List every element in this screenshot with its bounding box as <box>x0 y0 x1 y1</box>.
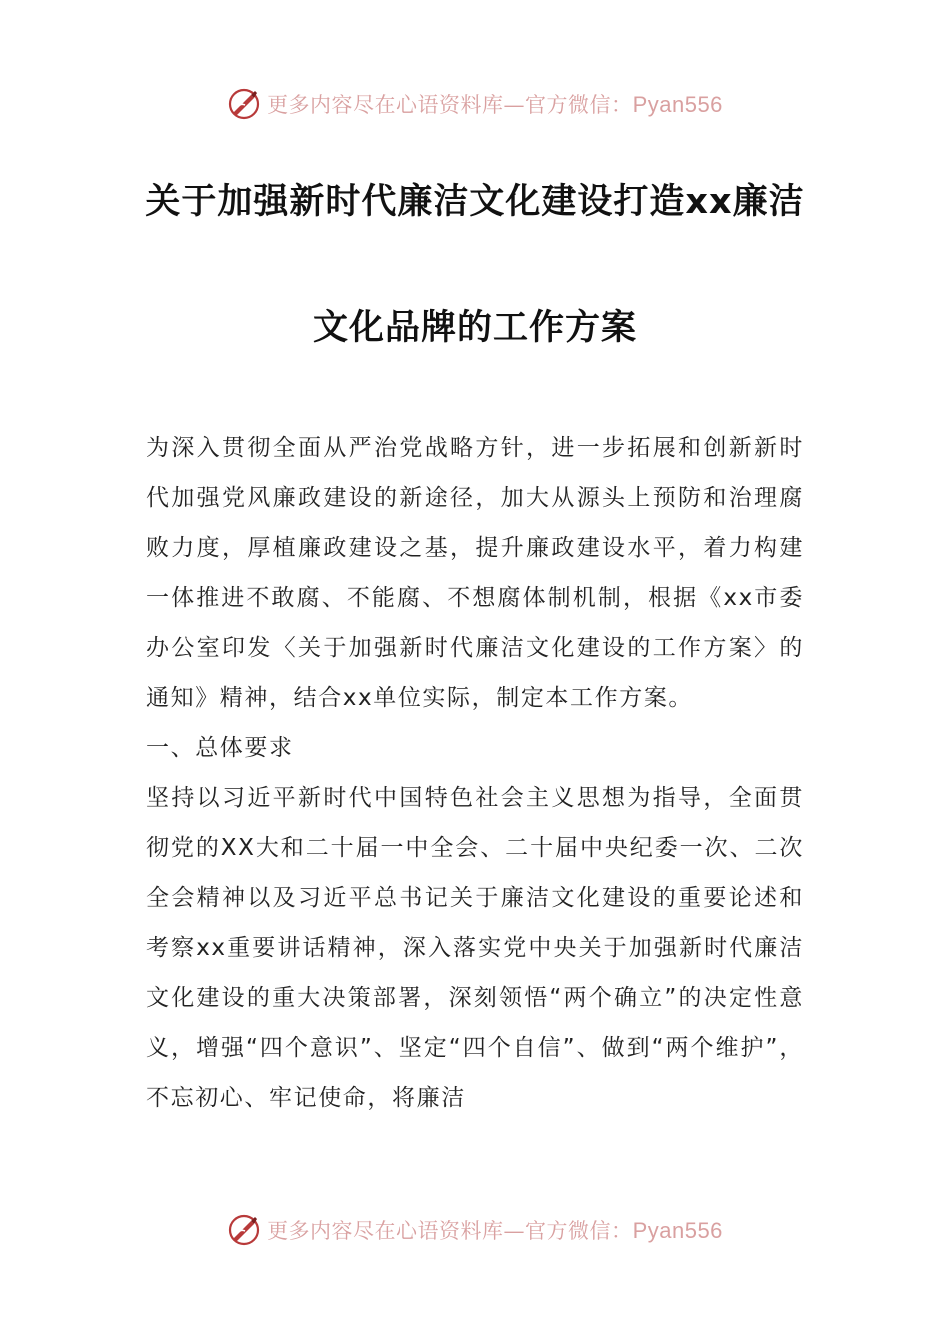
section-1-heading: 一、总体要求 <box>146 735 294 761</box>
document-title-line-1: 关于加强新时代廉洁文化建设打造xx廉洁 <box>145 182 805 222</box>
document-title-line-2: 文化品牌的工作方案 <box>312 308 637 348</box>
watermark-label: 更多内容尽在心语资料库—官方微信： <box>267 93 633 117</box>
watermark-wechat-id: Pyan556 <box>632 1218 723 1243</box>
watermark-footer <box>0 1208 950 1252</box>
pen-logo-icon <box>227 1213 261 1247</box>
section-1-paragraph: 坚持以习近平新时代中国特色社会主义思想为指导，全面贯彻党的XX大和二十届一中全会、二十届中央纪委一次、二次全会精神以及习近平总书记关于廉洁文化建设的重要论述和考察xx重要讲话精神，深入落实党中央关于加强新时代廉洁文化建设的重大决策部署，深刻领悟“两个确立”的决定性意义，增强“四个意识”、坚定“四个自信”、做到“两个维护”，不忘初心、牢记使命，将廉洁 <box>146 785 804 1111</box>
watermark-header <box>0 82 950 126</box>
watermark-wechat-id: Pyan556 <box>632 92 723 117</box>
watermark-text <box>267 89 723 119</box>
intro-paragraph: 为深入贯彻全面从严治党战略方针，进一步拓展和创新新时代加强党风廉政建设的新途径，加大从源头上预防和治理腐败力度，厚植廉政建设之基，提升廉政建设水平，着力构建一体推进不敢腐、不能腐、不想腐体制机制，根据《xx市委办公室印发〈关于加强新时代廉洁文化建设的工作方案〉的通知》精神，结合xx单位实际，制定本工作方案。 <box>146 435 804 711</box>
pen-logo-icon <box>227 87 261 121</box>
watermark-text <box>267 1215 723 1245</box>
document-body <box>146 423 804 1123</box>
watermark-label: 更多内容尽在心语资料库—官方微信： <box>267 1219 633 1243</box>
